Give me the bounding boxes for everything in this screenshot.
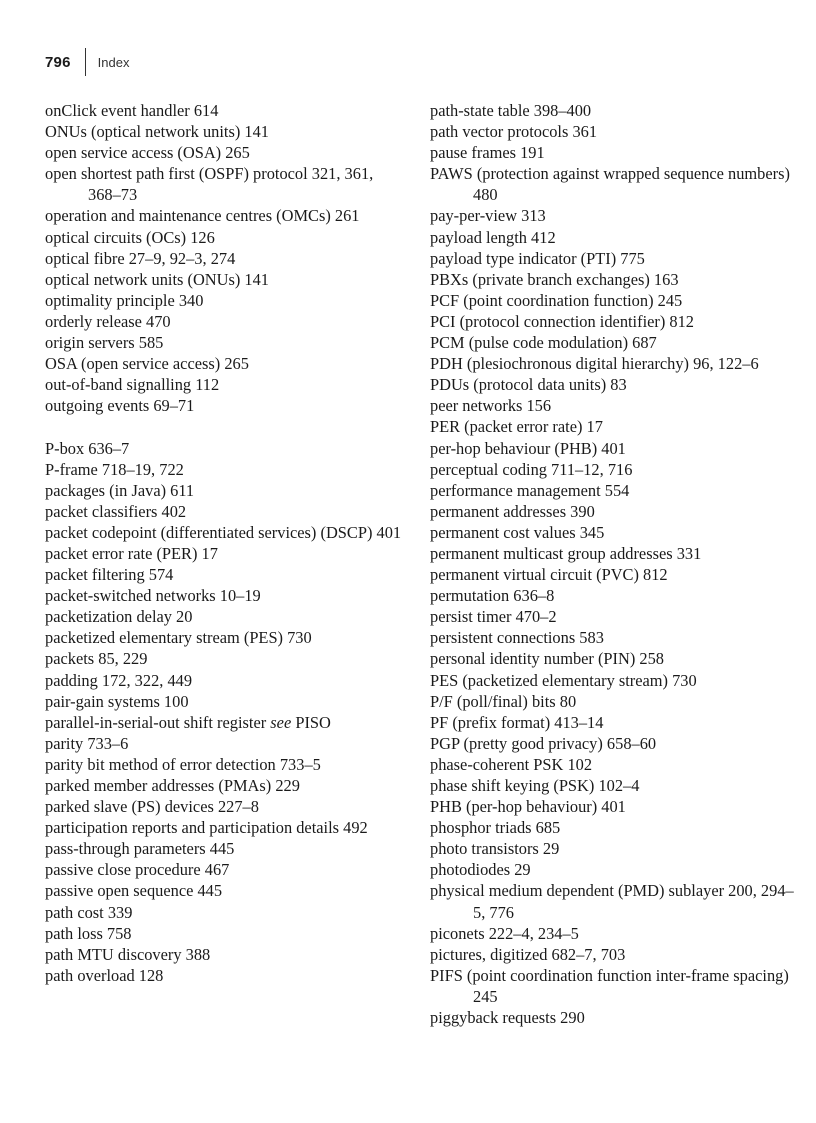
index-entry: P-frame 718–19, 722: [45, 459, 184, 479]
index-entry: optimality principle 340: [45, 290, 204, 310]
index-entry: ONUs (optical network units) 141: [45, 122, 269, 142]
index-entry: PER (packet error rate) 17: [430, 417, 603, 437]
index-entry: path vector protocols 361: [430, 122, 598, 142]
index-entry: permanent multicast group addresses 331: [430, 543, 702, 563]
index-entry: optical fibre 27–9, 92–3, 274: [45, 248, 236, 268]
index-entry: out-of-band signalling 112: [45, 375, 220, 395]
see-word: see: [270, 712, 292, 732]
index-entry: PDH (plesiochronous digital hierarchy) 96, 122–6: [430, 354, 759, 374]
index-entry: optical network units (ONUs) 141: [45, 269, 269, 289]
index-entry: path cost 339: [45, 902, 133, 922]
index-entry: parity bit method of error detection 733–5: [45, 754, 321, 774]
index-entry: PCI (protocol connection identifier) 812: [430, 311, 695, 331]
index-entry: packetized elementary stream (PES) 730: [45, 628, 312, 648]
letter-group-gap: [45, 416, 410, 437]
index-entry: payload length 412: [430, 227, 556, 247]
index-entry: packet filtering 574: [45, 565, 174, 585]
index-entry: padding 172, 322, 449: [45, 670, 193, 690]
index-entry: operation and maintenance centres (OMCs) 261: [45, 206, 360, 226]
section-title: Index: [97, 54, 130, 70]
index-entry: PGP (pretty good privacy) 658–60: [430, 733, 657, 753]
header-divider: [85, 48, 86, 76]
index-entry: permanent addresses 390: [430, 501, 595, 521]
index-entry: onClick event handler 614: [45, 101, 219, 120]
page-number: 796: [45, 53, 71, 71]
index-entry: piggyback requests 290: [430, 1008, 585, 1028]
index-entry: packet error rate (PER) 17: [45, 543, 218, 563]
index-entry: PIFS (point coordination function inter-frame spacing) 245: [430, 965, 789, 1006]
index-entry: path loss 758: [45, 923, 132, 943]
index-entry: parked member addresses (PMAs) 229: [45, 776, 300, 795]
index-entry: packet codepoint (differentiated services) (DSCP) 401: [45, 522, 402, 542]
index-entry: path MTU discovery 388: [45, 944, 211, 964]
index-entry: packet-switched networks 10–19: [45, 586, 261, 606]
index-entry: participation reports and participation details 492: [45, 818, 368, 838]
index-entry: open shortest path first (OSPF) protocol 321, 361, 368–73: [45, 164, 374, 205]
index-entry: P/F (poll/final) bits 80: [430, 691, 577, 711]
index-entry: photo transistors 29: [430, 839, 560, 859]
index-entry: physical medium dependent (PMD) sublayer 200, 294–5, 776: [430, 881, 794, 922]
index-entry: packet classifiers 402: [45, 501, 187, 521]
index-entry: payload type indicator (PTI) 775: [430, 248, 645, 268]
index-entry-see-reference: [45, 712, 410, 733]
index-entry: outgoing events 69–71: [45, 396, 195, 416]
index-entry: personal identity number (PIN) 258: [430, 649, 664, 669]
index-entry: parked slave (PS) devices 227–8: [45, 797, 259, 817]
index-entry: piconets 222–4, 234–5: [430, 923, 579, 943]
index-entry: phosphor triads 685: [430, 818, 561, 838]
index-entry: PCF (point coordination function) 245: [430, 290, 683, 310]
index-entry: pass-through parameters 445: [45, 839, 235, 859]
index-entry: passive open sequence 445: [45, 881, 223, 901]
index-entry: parity 733–6: [45, 733, 129, 753]
index-entry: peer networks 156: [430, 396, 552, 416]
index-entry: packages (in Java) 611: [45, 480, 195, 500]
index-entry: phase shift keying (PSK) 102–4: [430, 776, 640, 795]
index-column-left: [45, 100, 410, 986]
index-entry: PES (packetized elementary stream) 730: [430, 670, 697, 690]
index-entry: OSA (open service access) 265: [45, 354, 249, 374]
index-entry: permanent virtual circuit (PVC) 812: [430, 565, 668, 585]
index-entry: optical circuits (OCs) 126: [45, 227, 215, 247]
index-entry: pay-per-view 313: [430, 206, 546, 226]
index-entry: PCM (pulse code modulation) 687: [430, 333, 657, 353]
index-entry: passive close procedure 467: [45, 860, 230, 880]
index-entry: P-box 636–7: [45, 438, 130, 458]
index-entry: pause frames 191: [430, 143, 545, 163]
index-entry: PHB (per-hop behaviour) 401: [430, 797, 626, 817]
see-entry-term: parallel-in-serial-out shift register: [45, 712, 267, 732]
index-entry: PAWS (protection against wrapped sequence numbers) 480: [430, 164, 790, 205]
index-entry: path-state table 398–400: [430, 101, 592, 120]
index-entry: permanent cost values 345: [430, 522, 605, 542]
index-entry: packetization delay 20: [45, 607, 193, 627]
index-entry: orderly release 470: [45, 311, 171, 331]
index-entry: PF (prefix format) 413–14: [430, 712, 604, 732]
index-entry: perceptual coding 711–12, 716: [430, 459, 633, 479]
index-column-right: [430, 100, 800, 1028]
index-entry: persistent connections 583: [430, 628, 604, 648]
index-entry: per-hop behaviour (PHB) 401: [430, 438, 626, 458]
index-entry: PDUs (protocol data units) 83: [430, 375, 627, 395]
index-entry: packets 85, 229: [45, 649, 148, 669]
index-entry: PBXs (private branch exchanges) 163: [430, 269, 679, 289]
index-entry: performance management 554: [430, 480, 630, 500]
index-entry: photodiodes 29: [430, 860, 531, 880]
index-entry: phase-coherent PSK 102: [430, 754, 593, 774]
index-entry: pictures, digitized 682–7, 703: [430, 944, 626, 964]
index-entry: pair-gain systems 100: [45, 691, 189, 711]
see-target: PISO: [295, 712, 331, 732]
index-entry: origin servers 585: [45, 333, 164, 353]
index-entry: persist timer 470–2: [430, 607, 557, 627]
index-entry: open service access (OSA) 265: [45, 143, 250, 163]
running-header: [45, 48, 129, 76]
index-entry: path overload 128: [45, 965, 164, 985]
index-entry: permutation 636–8: [430, 586, 555, 606]
